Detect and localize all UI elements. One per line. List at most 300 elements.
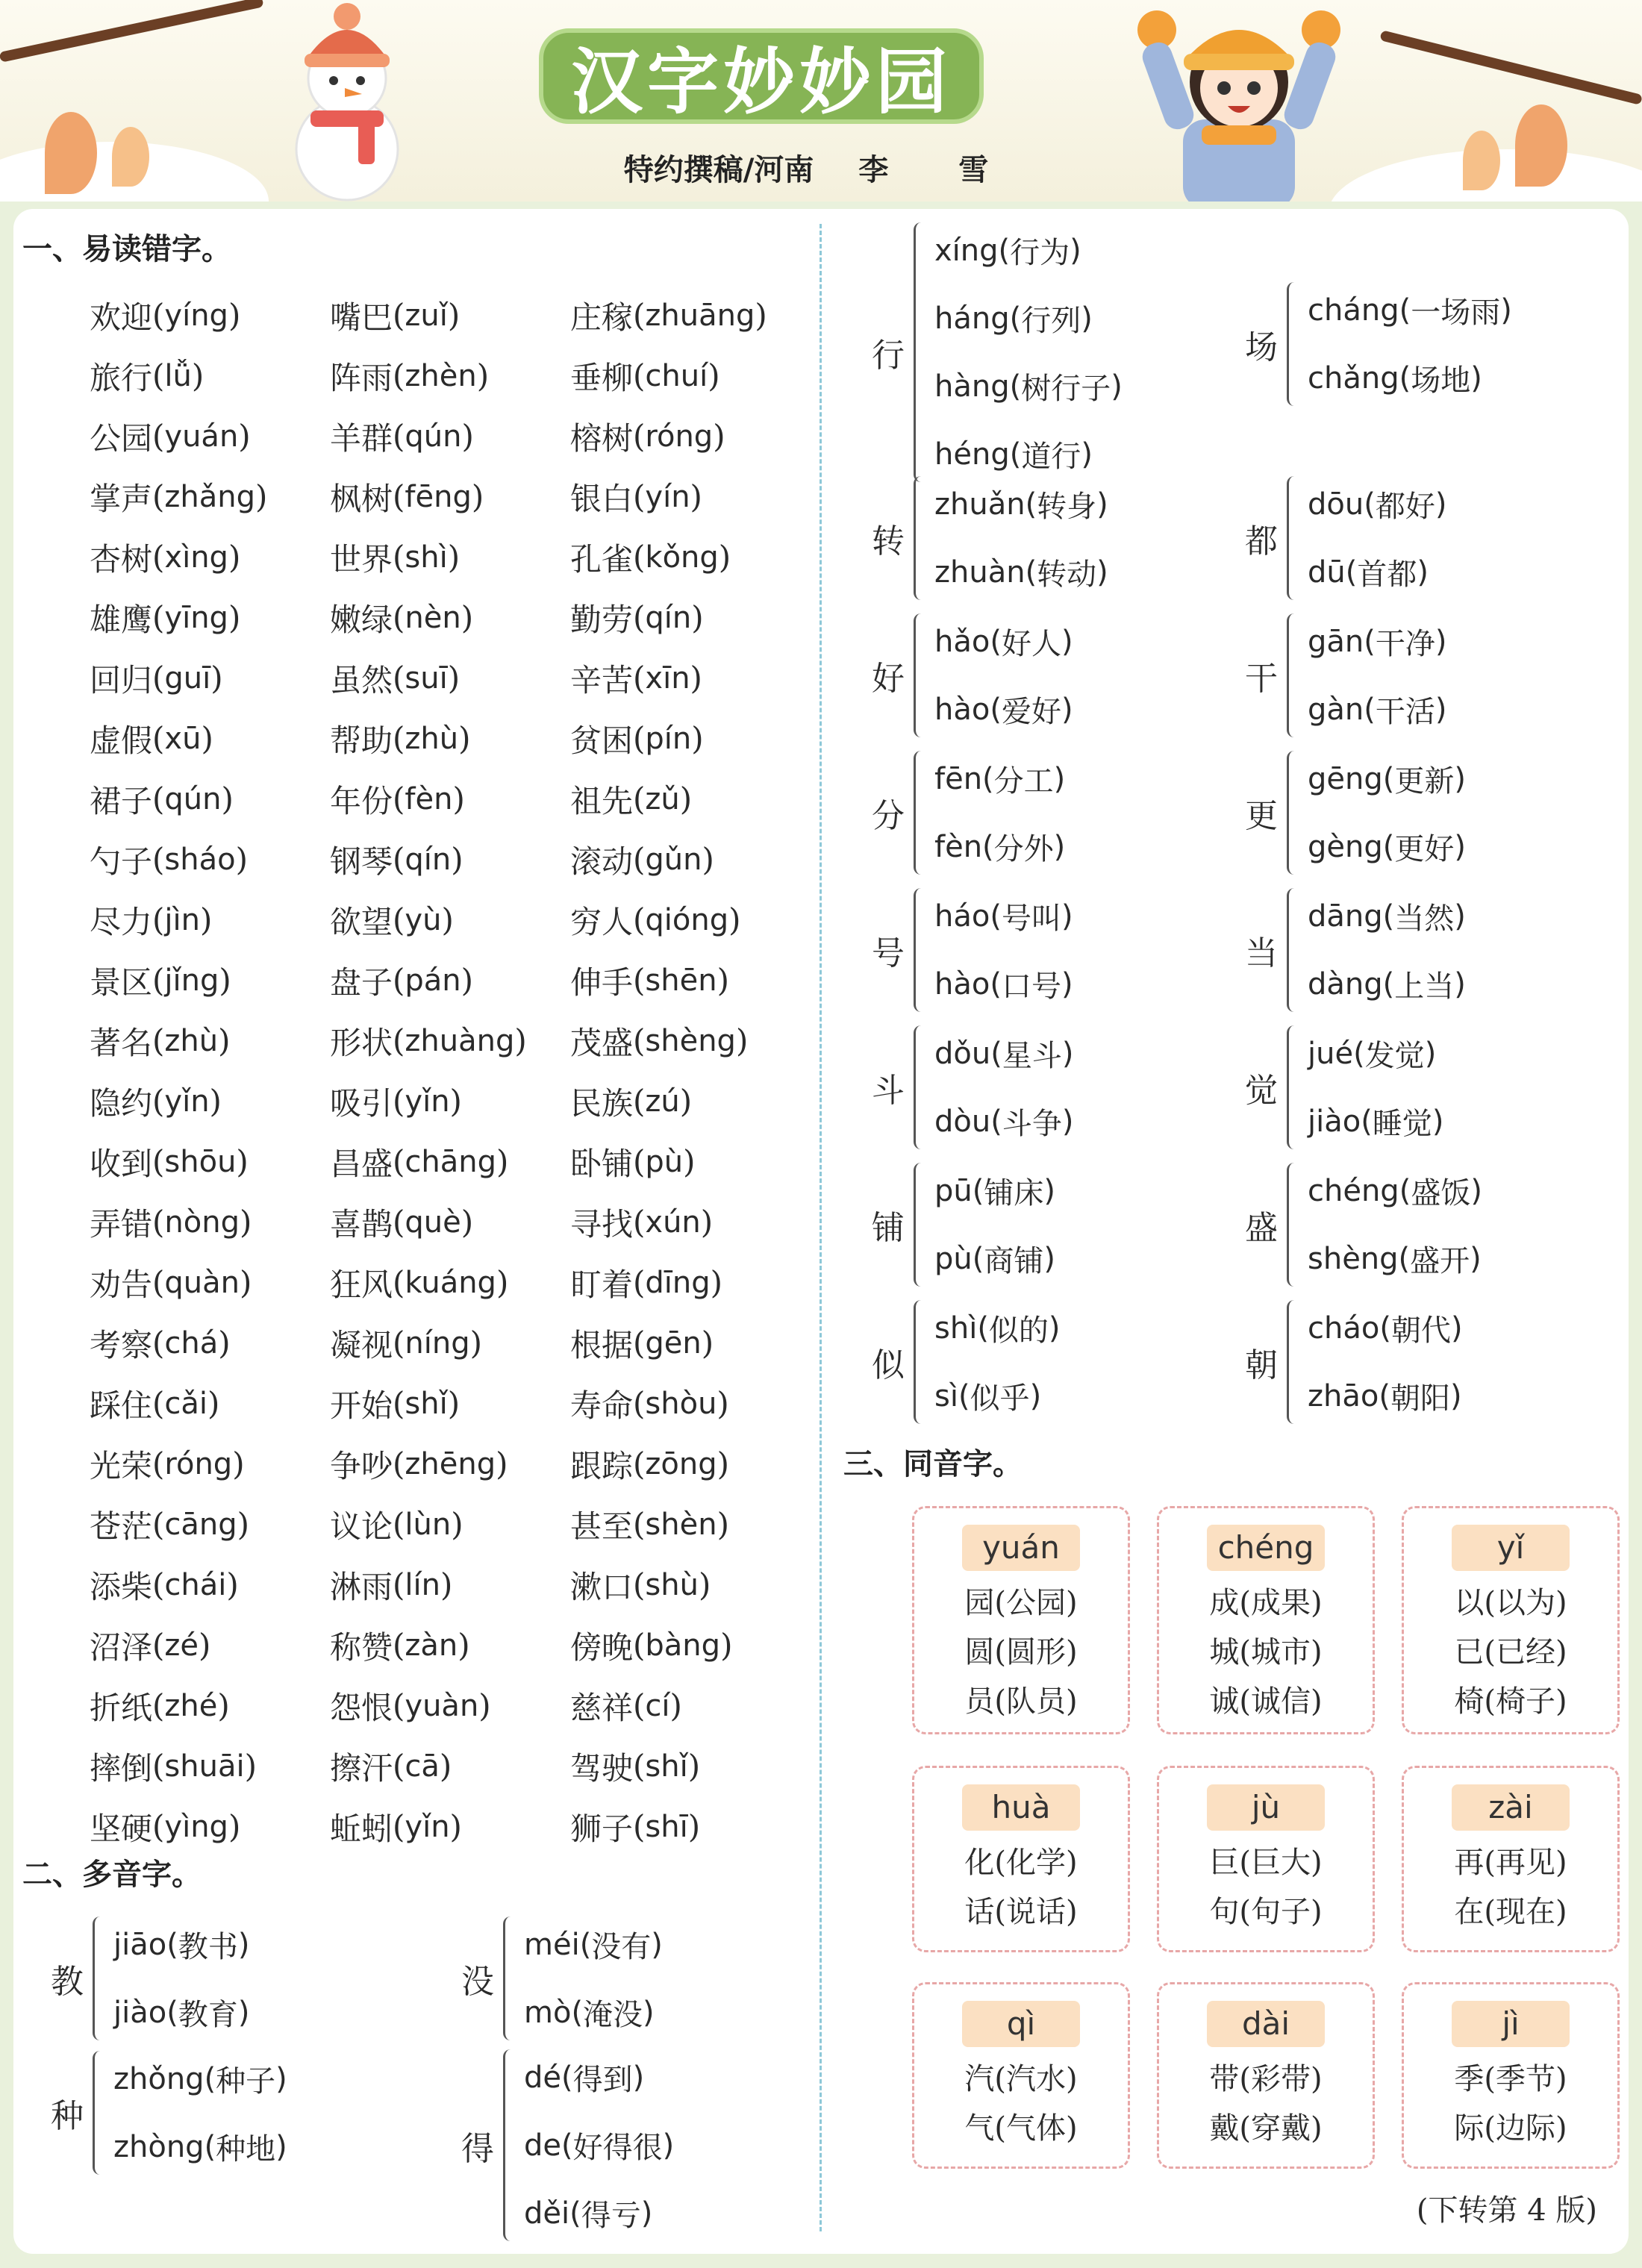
pinyin: jiào — [113, 1995, 167, 2030]
pinyin: lùn — [405, 1507, 452, 1542]
polyphone-group — [455, 1911, 663, 2046]
misread-word-item: 嘴巴 ( zuǐ ) — [330, 285, 570, 346]
pinyin: dōu — [1308, 487, 1364, 522]
word: 漱口 — [570, 1568, 634, 1605]
polyphone-group — [1239, 745, 1466, 881]
homophone-pinyin-tag: zài — [1452, 1784, 1570, 1831]
pinyin: gēng — [1308, 761, 1383, 796]
word: 滚动 — [570, 843, 634, 880]
polyphone-reading: mò ( 淹没 ) — [524, 1978, 663, 2046]
polyphone-reading: hàng ( 树行子 ) — [934, 352, 1123, 420]
word: 庄稼 — [570, 299, 634, 336]
pinyin: zhǒng — [113, 2061, 205, 2096]
polyphone-group — [866, 882, 1073, 1018]
polyphone-reading: gèng ( 更好 ) — [1308, 813, 1466, 881]
polyphone-char: 好 — [872, 660, 905, 698]
misread-word-item: 根据 ( gēn ) — [570, 1313, 811, 1373]
example-word: 种地 — [216, 2132, 276, 2167]
example-word: 气体 — [1006, 2111, 1066, 2146]
misread-word-item: 世界 ( shì ) — [330, 527, 570, 587]
example-word: 分外 — [993, 832, 1054, 866]
tree-branch — [0, 0, 264, 63]
misread-word-item: 民族 ( zú ) — [570, 1071, 811, 1131]
example-word: 朝阳 — [1390, 1381, 1450, 1416]
word: 茂盛 — [570, 1024, 634, 1061]
pinyin: yín — [645, 479, 690, 514]
homophone-card — [1402, 1982, 1620, 2169]
homophone-char: 椅 — [1454, 1684, 1485, 1719]
word: 帮助 — [330, 722, 393, 759]
word: 勺子 — [90, 843, 153, 880]
example-word: 句子 — [1251, 1895, 1311, 1929]
polyphone-group — [866, 1294, 1061, 1430]
word: 贫困 — [570, 722, 634, 759]
polyphone-char: 似 — [872, 1346, 905, 1384]
polyphone-char: 场 — [1245, 328, 1278, 366]
pinyin: hǎo — [934, 624, 990, 659]
misread-word-item: 贫困 ( pín ) — [570, 708, 811, 769]
brace-icon — [1287, 282, 1300, 406]
misread-word-item: 淋雨 ( lín ) — [330, 1555, 570, 1615]
byline-author: 李 雪 — [858, 153, 1019, 187]
pinyin: shǐ — [645, 1749, 688, 1784]
homophone-char: 际 — [1454, 2111, 1485, 2146]
pinyin: yǐn — [405, 1809, 450, 1844]
pinyin: cí — [645, 1688, 670, 1723]
misread-word-item: 光荣 ( róng ) — [90, 1434, 330, 1494]
pinyin: xū — [164, 721, 202, 756]
polyphone-group — [1239, 882, 1466, 1018]
homophone-pinyin-tag: yuán — [962, 1525, 1080, 1571]
word: 虽然 — [330, 661, 393, 699]
example-word: 好人 — [1001, 627, 1061, 661]
pinyin: mò — [524, 1995, 572, 2030]
pinyin: fēn — [934, 761, 983, 796]
pinyin: yǐn — [405, 1084, 450, 1119]
pinyin: shì — [934, 1310, 978, 1346]
homophone-char: 带 — [1209, 2062, 1240, 2096]
pinyin: fēng — [405, 479, 472, 514]
homophone-pinyin-tag: chéng — [1207, 1525, 1325, 1571]
example-word: 似的 — [988, 1313, 1049, 1348]
example-word: 诚信 — [1251, 1684, 1311, 1719]
polyphone-reading: pū ( 铺床 ) — [934, 1157, 1055, 1225]
pinyin: guī — [164, 660, 211, 696]
misread-word-item: 雄鹰 ( yīng ) — [90, 587, 330, 648]
pinyin: háo — [934, 899, 990, 934]
pinyin: dòu — [934, 1104, 991, 1139]
polyphone-char: 没 — [461, 1963, 494, 2001]
pinyin: kuáng — [405, 1265, 496, 1300]
misread-word-item: 回归 ( guī ) — [90, 648, 330, 708]
example-word: 行列 — [1021, 304, 1081, 338]
pinyin: pù — [645, 1144, 684, 1179]
homophone-line: 化(化学) — [964, 1846, 1078, 1880]
homophone-line: 再(再见) — [1454, 1846, 1567, 1880]
brace-icon — [93, 1916, 106, 2040]
pinyin: jiāo — [113, 1927, 167, 1962]
pinyin: nòng — [164, 1205, 240, 1240]
homophone-char: 汽 — [964, 2062, 995, 2096]
pinyin: níng — [405, 1325, 470, 1361]
word: 旅行 — [90, 359, 153, 396]
word: 裙子 — [90, 782, 153, 819]
misread-word-item: 摔倒 ( shuāi ) — [90, 1736, 330, 1796]
pinyin: zé — [164, 1628, 199, 1663]
misread-word-item: 银白 ( yín ) — [570, 466, 811, 527]
misread-word-item: 钢琴 ( qín ) — [330, 829, 570, 890]
pinyin: hàng — [934, 369, 1010, 404]
polyphone-reading: sì ( 似乎 ) — [934, 1362, 1061, 1430]
word: 嘴巴 — [330, 299, 393, 336]
example-word: 盛开 — [1410, 1244, 1470, 1278]
word: 沼泽 — [90, 1628, 153, 1666]
pinyin: zhuàng — [405, 1023, 515, 1058]
example-word: 季节 — [1496, 2062, 1555, 2096]
pinyin: bàng — [645, 1628, 721, 1663]
pinyin: què — [405, 1205, 461, 1240]
homophone-line: 气(气体) — [964, 2111, 1078, 2146]
polyphone-group — [866, 745, 1065, 881]
pinyin: zhòng — [113, 2129, 205, 2164]
example-word: 都好 — [1375, 490, 1435, 524]
pinyin: yuàn — [405, 1688, 479, 1723]
misread-word-item: 年份 ( fèn ) — [330, 769, 570, 829]
brace-icon — [914, 613, 927, 737]
example-word: 穿戴 — [1251, 2111, 1311, 2146]
example-word: 再见 — [1496, 1846, 1555, 1880]
byline — [0, 146, 1642, 189]
pinyin: dīng — [645, 1265, 711, 1300]
example-word: 城市 — [1251, 1635, 1311, 1669]
example-word: 睡觉 — [1372, 1107, 1432, 1141]
pinyin: zuǐ — [405, 298, 448, 333]
word: 回归 — [90, 661, 153, 699]
word: 垂柳 — [570, 359, 634, 396]
section1-title: 一、易读错字。 — [22, 232, 231, 266]
word: 怨恨 — [330, 1689, 393, 1726]
pinyin: chá — [164, 1325, 219, 1361]
word: 狂风 — [330, 1266, 393, 1303]
polyphone-reading: dàng ( 上当 ) — [1308, 950, 1466, 1018]
pinyin: qín — [645, 600, 692, 635]
homophone-line: 椅(椅子) — [1454, 1684, 1567, 1719]
pinyin: zhēng — [405, 1446, 496, 1481]
polyphone-reading: dòu ( 斗争 ) — [934, 1087, 1073, 1155]
polyphone-char: 行 — [872, 337, 905, 375]
polyphone-reading: dōu ( 都好 ) — [1308, 470, 1446, 538]
polyphone-char: 斗 — [872, 1072, 905, 1110]
homophone-char: 巨 — [1209, 1846, 1240, 1880]
pinyin: chǎng — [1308, 360, 1399, 396]
misread-word-item: 形状 ( zhuàng ) — [330, 1010, 570, 1071]
misread-word-item: 掌声 ( zhǎng ) — [90, 466, 330, 527]
homophone-char: 句 — [1209, 1895, 1240, 1929]
misread-word-item: 穷人 ( qióng ) — [570, 890, 811, 950]
polyphone-reading: gàn ( 干活 ) — [1308, 675, 1446, 743]
word: 形状 — [330, 1024, 393, 1061]
pinyin: róng — [164, 1446, 233, 1481]
pinyin: cháng — [1308, 293, 1399, 328]
homophone-line: 带(彩带) — [1209, 2062, 1323, 2096]
example-word: 斗争 — [1002, 1107, 1062, 1141]
pinyin: jǐng — [164, 963, 219, 998]
pinyin: dǒu — [934, 1036, 991, 1071]
misread-word-item: 驾驶 ( shǐ ) — [570, 1736, 811, 1796]
pinyin: děi — [524, 2196, 570, 2231]
polyphone-char: 觉 — [1245, 1072, 1278, 1110]
homophone-line: 已(已经) — [1454, 1635, 1567, 1669]
polyphone-reading: shèng ( 盛开 ) — [1308, 1225, 1482, 1293]
polyphone-group — [866, 216, 1123, 488]
polyphone-char: 得 — [461, 2129, 494, 2168]
misread-word-item: 劝告 ( quàn ) — [90, 1252, 330, 1313]
example-word: 分工 — [993, 764, 1054, 799]
misread-word-item: 盘子 ( pán ) — [330, 950, 570, 1010]
pinyin: shèng — [645, 1023, 736, 1058]
word: 根据 — [570, 1326, 634, 1363]
word: 世界 — [330, 540, 393, 578]
pinyin: dāng — [1308, 899, 1383, 934]
pinyin: zhù — [405, 721, 459, 756]
misread-word-item: 杏树 ( xìng ) — [90, 527, 330, 587]
example-word: 说话 — [1006, 1895, 1066, 1929]
polyphone-char: 干 — [1245, 660, 1278, 698]
polyphone-char: 教 — [51, 1963, 84, 2001]
word: 甚至 — [570, 1508, 634, 1545]
polyphone-char: 号 — [872, 934, 905, 972]
pinyin: cāng — [164, 1507, 237, 1542]
word: 吸引 — [330, 1084, 393, 1122]
polyphone-group — [1239, 1294, 1463, 1430]
example-word: 得到 — [572, 2063, 633, 2097]
pinyin: qún — [164, 781, 222, 816]
pinyin: shòu — [645, 1386, 717, 1421]
brace-icon — [1287, 613, 1300, 737]
pinyin: qióng — [645, 902, 729, 937]
brace-icon — [1287, 888, 1300, 1012]
misread-word-item: 辛苦 ( xīn ) — [570, 648, 811, 708]
misread-word-item: 滚动 ( gǔn ) — [570, 829, 811, 890]
pinyin: zhuǎn — [934, 487, 1026, 522]
homophone-char: 已 — [1454, 1635, 1485, 1669]
word: 尽力 — [90, 903, 153, 940]
homophone-char: 诚 — [1209, 1684, 1240, 1719]
example-word: 种子 — [216, 2064, 276, 2099]
word: 折纸 — [90, 1689, 153, 1726]
word: 慈祥 — [570, 1689, 634, 1726]
polyphone-reading: chéng ( 盛饭 ) — [1308, 1157, 1482, 1225]
pinyin: de — [524, 2128, 561, 2163]
misread-word-item: 狂风 ( kuáng ) — [330, 1252, 570, 1313]
pinyin: shù — [645, 1567, 699, 1602]
misread-word-item: 蚯蚓 ( yǐn ) — [330, 1796, 570, 1857]
example-word: 椅子 — [1496, 1684, 1555, 1719]
pinyin: pán — [405, 963, 461, 998]
word: 跟踪 — [570, 1447, 634, 1484]
example-word: 更好 — [1394, 832, 1455, 866]
word: 阵雨 — [330, 359, 393, 396]
word: 劝告 — [90, 1266, 153, 1303]
pinyin: jìn — [164, 902, 200, 937]
example-word: 边际 — [1496, 2111, 1555, 2146]
homophone-card — [1157, 1506, 1375, 1734]
pinyin: dàng — [1308, 966, 1383, 1002]
polyphone-reading: cháng ( 一场雨 ) — [1308, 276, 1512, 344]
section2-title: 二、多音字。 — [22, 1858, 202, 1892]
pinyin: róng — [645, 419, 714, 454]
misread-word-item: 收到 ( shōu ) — [90, 1131, 330, 1192]
header-banner — [0, 0, 1642, 202]
pinyin: shèn — [645, 1507, 717, 1542]
example-word: 现在 — [1496, 1895, 1555, 1929]
misread-word-item: 勤劳 ( qín ) — [570, 587, 811, 648]
example-word: 铺床 — [984, 1176, 1044, 1210]
pinyin: yīng — [164, 600, 228, 635]
polyphone-reading: zhuàn ( 转动 ) — [934, 538, 1108, 606]
word: 掌声 — [90, 480, 153, 517]
polyphone-reading: cháo ( 朝代 ) — [1308, 1294, 1463, 1362]
homophone-line: 员(队员) — [964, 1684, 1078, 1719]
misread-word-item: 吸引 ( yǐn ) — [330, 1071, 570, 1131]
pinyin: dé — [524, 2060, 561, 2095]
pinyin: cǎi — [164, 1386, 208, 1421]
homophone-line: 诚(诚信) — [1209, 1684, 1323, 1719]
word: 勤劳 — [570, 601, 634, 638]
pinyin: hào — [934, 692, 990, 727]
misread-word-item: 欲望 ( yù ) — [330, 890, 570, 950]
polyphone-group — [1239, 276, 1512, 412]
brace-icon — [1287, 1300, 1300, 1424]
pinyin: shēn — [645, 963, 717, 998]
misread-word-item: 盯着 ( dīng ) — [570, 1252, 811, 1313]
pinyin: kǒng — [645, 540, 719, 575]
example-word: 转动 — [1037, 557, 1097, 592]
homophone-pinyin-tag: jù — [1207, 1784, 1325, 1831]
polyphone-reading: chǎng ( 场地 ) — [1308, 344, 1512, 412]
polyphone-reading: gān ( 干净 ) — [1308, 607, 1446, 675]
example-word: 得亏 — [581, 2199, 641, 2233]
pinyin: hào — [934, 966, 990, 1002]
pinyin: pín — [645, 721, 692, 756]
word: 争吵 — [330, 1447, 393, 1484]
word: 驾驶 — [570, 1749, 634, 1787]
word: 摔倒 — [90, 1749, 153, 1787]
word: 枫树 — [330, 480, 393, 517]
brace-icon — [914, 1163, 927, 1287]
example-word: 化学 — [1006, 1846, 1066, 1880]
misread-word-item: 虚假 ( xū ) — [90, 708, 330, 769]
pinyin: sháo — [164, 842, 236, 877]
misread-word-item: 狮子 ( shī ) — [570, 1796, 811, 1857]
word: 榕树 — [570, 419, 634, 457]
misread-word-item: 阵雨 ( zhèn ) — [330, 346, 570, 406]
misread-word-item: 勺子 ( sháo ) — [90, 829, 330, 890]
homophone-char: 园 — [964, 1586, 995, 1620]
pinyin: quàn — [164, 1265, 240, 1300]
example-word: 口号 — [1001, 969, 1061, 1004]
word: 坚硬 — [90, 1810, 153, 1847]
polyphone-reading: shì ( 似的 ) — [934, 1294, 1061, 1362]
word: 景区 — [90, 963, 153, 1001]
pinyin: suī — [405, 660, 448, 696]
homophone-char: 化 — [964, 1846, 995, 1880]
misread-word-item: 争吵 ( zhēng ) — [330, 1434, 570, 1494]
pinyin: shī — [645, 1809, 688, 1844]
polyphone-char: 更 — [1245, 797, 1278, 835]
word: 傍晚 — [570, 1628, 634, 1666]
example-word: 公园 — [1006, 1586, 1066, 1620]
misread-word-item: 跟踪 ( zōng ) — [570, 1434, 811, 1494]
misread-word-item: 喜鹊 ( què ) — [330, 1192, 570, 1252]
word: 称赞 — [330, 1628, 393, 1666]
word: 苍茫 — [90, 1508, 153, 1545]
polyphone-reading: héng ( 道行 ) — [934, 420, 1123, 488]
misread-word-item: 榕树 ( róng ) — [570, 406, 811, 466]
word: 踩住 — [90, 1387, 153, 1424]
word: 添柴 — [90, 1568, 153, 1605]
pinyin: héng — [934, 437, 1010, 472]
polyphone-reading: hǎo ( 好人 ) — [934, 607, 1073, 675]
homophone-card — [912, 1766, 1130, 1952]
homophone-line: 汽(汽水) — [964, 2062, 1078, 2096]
word: 雄鹰 — [90, 601, 153, 638]
polyphone-reading: xíng ( 行为 ) — [934, 216, 1123, 284]
word: 民族 — [570, 1084, 634, 1122]
polyphone-reading: jiāo ( 教书 ) — [113, 1911, 249, 1978]
homophone-char: 城 — [1209, 1635, 1240, 1669]
polyphone-reading: jué ( 发觉 ) — [1308, 1019, 1443, 1087]
pinyin: cā — [405, 1749, 440, 1784]
pinyin: zú — [645, 1084, 680, 1119]
homophone-line: 成(成果) — [1209, 1586, 1323, 1620]
word: 寿命 — [570, 1387, 634, 1424]
polyphone-reading: de ( 好得很 ) — [524, 2111, 674, 2179]
misread-word-item: 沼泽 ( zé ) — [90, 1615, 330, 1675]
word: 昌盛 — [330, 1145, 393, 1182]
pinyin: méi — [524, 1927, 580, 1962]
polyphone-char: 盛 — [1245, 1209, 1278, 1247]
pinyin: fèn — [405, 781, 453, 816]
misread-word-item: 甚至 ( shèn ) — [570, 1494, 811, 1555]
homophone-char: 圆 — [964, 1635, 995, 1669]
page-title-box — [539, 28, 984, 124]
word: 淋雨 — [330, 1568, 393, 1605]
polyphone-group — [866, 1019, 1073, 1155]
example-word: 成果 — [1251, 1586, 1311, 1620]
example-word: 好得很 — [572, 2131, 663, 2165]
pinyin: pù — [934, 1241, 973, 1276]
homophone-line: 句(句子) — [1209, 1895, 1323, 1929]
homophone-line: 巨(巨大) — [1209, 1846, 1323, 1880]
pinyin: zhāo — [1308, 1378, 1379, 1413]
homophone-char: 以 — [1454, 1586, 1485, 1620]
word: 辛苦 — [570, 661, 634, 699]
homophone-line: 园(公园) — [964, 1586, 1078, 1620]
homophone-char: 员 — [964, 1684, 995, 1719]
example-word: 教育 — [178, 1998, 238, 2032]
brace-icon — [914, 476, 927, 600]
polyphone-char: 转 — [872, 522, 905, 560]
pinyin: xíng — [934, 233, 999, 268]
polyphone-reading: gēng ( 更新 ) — [1308, 745, 1466, 813]
example-word: 干净 — [1375, 627, 1435, 661]
misread-word-item: 欢迎 ( yíng ) — [90, 285, 330, 346]
pinyin: háng — [934, 301, 1010, 336]
homophone-char: 成 — [1209, 1586, 1240, 1620]
polyphone-reading: zhǒng ( 种子 ) — [113, 2045, 287, 2113]
polyphone-group — [1239, 470, 1446, 606]
